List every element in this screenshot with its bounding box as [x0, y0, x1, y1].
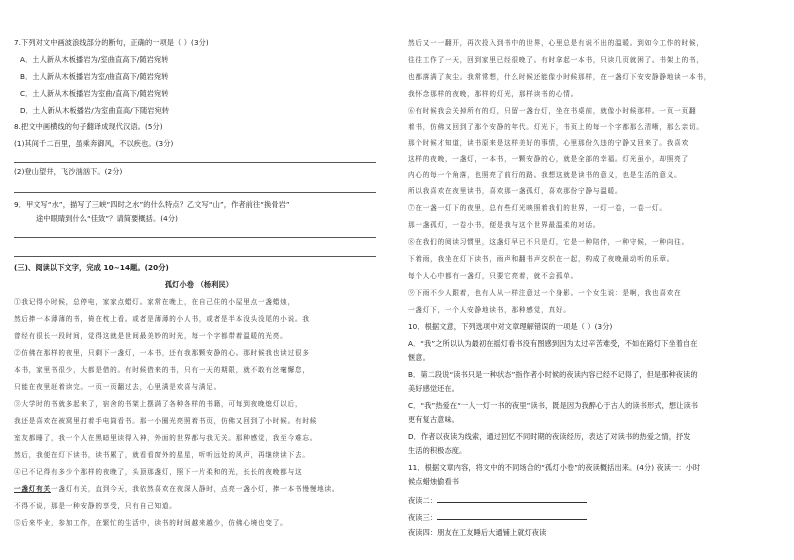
article-line: 往往工作了一天，回到家里已经很晚了。有时拿起一本书，只读几页就困了。书架上的书，	[408, 56, 704, 64]
q7-stem: 7.下列对文中画波浪线部分的断句，正确的一项是（ ）(3分)	[14, 38, 209, 47]
article-line: ⑤后来毕业，参加工作，在繁忙的生活中，读书的时间越来越少，仿佛心境也变了。	[14, 519, 288, 527]
article-line: 这样的夜晚，一盏灯，一本书，一颗安静的心，就是全部的幸福。灯光虽小，却照亮了	[408, 155, 689, 163]
q11-stem-cont: 候点蜡烛偷看书	[408, 477, 460, 486]
article-line: ④已不记得有多少个那样的夜晚了，头顶那盏灯，照下一片柔和的光，长长的夜晚都与这	[14, 468, 303, 476]
q10-option-a: A．“我”之所以认为最初在摇灯看书没有图感到因为太过辛苦难受，不如在路灯下坐着自在	[408, 339, 698, 348]
answer-line	[14, 162, 376, 163]
article-line: 不得不说，那是一种安静的享受，只有自己知道。	[14, 502, 177, 510]
article-line: 下着雨，我坐在灯下读书，雨声和翻书声交织在一起，构成了夜晚最动听的乐章。	[408, 255, 675, 263]
article-line: 着书，仿佛又回到了那个安静的年代。灯光下，书页上的每一个字都那么清晰，那么亲切。	[408, 123, 704, 131]
q11-stem: 11．根据文章内容，将文中的不同场合的“孤灯小卷”的夜读概括出来。(4分) 夜读一：小时	[408, 463, 701, 472]
article-line: 只能在夜里赶着读完。一页一页翻过去，心里满是欢喜与满足。	[14, 383, 222, 391]
article-line-underlined	[14, 484, 339, 494]
article-line: ⑦在一盏一灯下的夜里，总有些灯光映照着我们的世界，一灯一卷，一卷一灯。	[408, 204, 667, 212]
q10-stem: 10．根据文意，下列选项中对文章理解错误的一项是（ ）(3分)	[408, 322, 613, 331]
article-line-rest: 一盏灯有关，直到今天，我依然喜欢在夜深人静时，点亮一盏小灯，捧一本书慢慢地读。	[50, 485, 340, 493]
q9-line-1: 9．甲文写“水”，描写了三峡“四时之水”的什么特点？乙文写“山”，作者前往“换骨岩”	[14, 200, 290, 209]
article-line: 那一盏孤灯，一卷小书，便是我与这个世界最温柔的对话。	[408, 221, 601, 229]
blank-field[interactable]	[437, 511, 587, 520]
article-line: 然后捧一本薄薄的书，倚在枕上看。或者是薄薄的小人书，或者是半本没头没尾的小说。我	[14, 315, 310, 323]
article-line: ⑥有时候我会关掉所有的灯，只留一盏台灯，坐在书桌前，就像小时候那样。一页一页翻	[408, 107, 697, 115]
article-line: 我怀念那样的夜晚，那样的灯光，那样读书的心情。	[408, 90, 579, 98]
q8-item-1: (1)其间千二百里，虽乘奔御风，不以疾也。(3分)	[14, 139, 174, 148]
article-line: 然后又一一翻开，再次投入到书中的世界，心里总是有说不出的温暖。到如今工作的时候，	[408, 39, 704, 47]
underlined-phrase: 一盏灯有关	[14, 485, 51, 493]
q7-option-a: A．土人新从木板播岩为/室曲直高下/随岩宛转	[20, 55, 169, 64]
article-line: 我还是喜欢在被窝里打着手电筒看书。那一小圈光亮照着书页，仿佛又回到了小时候。有时候	[14, 417, 318, 425]
right-column	[408, 0, 784, 560]
q7-option-c: C．土人新从木板播岩为室曲/直高下/随岩宛转	[20, 89, 169, 98]
article-line: ①我记得小时候，总停电，家家点蜡灯。家常在晚上，在自己住的小屋里点一盏蜡烛，	[14, 298, 295, 306]
q7-option-d: D．土人新从木板播岩/为室曲直高/下随岩宛转	[20, 106, 170, 115]
fill-line-3	[408, 511, 587, 523]
q8-item-2: (2)登山望井，飞沙汹汹下。(2分)	[14, 167, 123, 176]
article-line: 然后，我便在灯下读书，读书累了，就看看窗外的星星，听听远处的风声，再继续读下去。	[14, 451, 310, 459]
article-line: 一盏灯下，一个人安静地读书，那种感觉，真好。	[408, 306, 571, 314]
answer-line	[14, 237, 376, 238]
q10-option-d-cont: 生活的积极态度。	[408, 446, 467, 455]
blank-field[interactable]	[437, 494, 587, 503]
article-line: ⑨下雨不少人跟着，也有人从一样注意过一个身影。一个女生说：是啊，我也喜欢在	[408, 289, 682, 297]
article-line: 也都落满了灰尘。我常常想，什么时候还能像小时候那样，在一盏灯下安安静静地读一本书，	[408, 73, 712, 81]
article-line: 每个人心中都有一盏灯，只要它亮着，就不会孤单。	[408, 272, 579, 280]
q10-option-a-cont: 惬意。	[408, 353, 430, 362]
article-line: 本书，家里书很少，大都是借的。有时候借来的书，只有一天的期限，就不敢有丝毫懈怠，	[14, 366, 310, 374]
fill-line-4: 夜读四：朋友在工友睡后大通铺上就灯夜读	[408, 528, 547, 537]
article-line: ③大学时的书就多起来了，宿舍的书架上摆满了各种各样的书籍，可每到夜晚熄灯以后，	[14, 400, 303, 408]
q10-option-c-cont: 更有复古意味。	[408, 415, 460, 424]
q10-option-c: C．“我”热爱在“一人一灯一书的夜里”读书，既是因为我醉心于古人的读书形式，想让读书	[408, 401, 699, 410]
article-line: 室友都睡了，我一个人在黑暗里读得入神，外面的世界都与我无关。那种感觉，我至今难忘。	[14, 434, 318, 442]
answer-line	[14, 256, 376, 257]
article-line: 内心的每一个角落，也照亮了前行的路。我想这就是读书的意义，也是生活的意义。	[408, 171, 682, 179]
q8-stem: 8.把文中画横线的句子翻译成现代汉语。(5分)	[14, 122, 163, 131]
section-header: (三)、阅读以下文字，完成 10~14题。(20分)	[14, 263, 169, 272]
article-line: ⑧在我们的阅读习惯里，这盏灯早已不只是灯，它是一种陪伴，一种守候，一种向往。	[408, 238, 689, 246]
q7-option-b: B．土人新从木板播岩为室/曲直高下/随岩宛转	[20, 72, 169, 81]
q10-option-d: D．作者以夜读为线索，通过回忆不同时期的夜读经历，表达了对读书的热爱之情，抒发	[408, 432, 691, 441]
article-line: 那个时候才知道，读书原来是这样美好的事情，心里那份久违的宁静又回来了。我喜欢	[408, 139, 689, 147]
left-column	[14, 0, 384, 560]
article-line: ②仿佛在那样的夜里，只剩下一盏灯，一本书，还有我那颗安静的心。那时候我也读过很多	[14, 349, 310, 357]
article-title: 孤灯小卷 （杨利民）	[164, 280, 234, 289]
answer-line	[14, 192, 376, 193]
article-line: 所以我喜欢在夜里读书，喜欢那一盏孤灯，喜欢那份宁静与温暖。	[408, 187, 623, 195]
fill-line-2	[408, 494, 587, 506]
q10-option-b-cont: 美好感觉还在。	[408, 384, 460, 393]
fill-label: 夜读三：	[408, 513, 438, 522]
fill-label: 夜读二：	[408, 496, 438, 505]
article-line: 曾经有很长一段时间，觉得这就是世间最美妙的时光，每一个字都带着温暖的光亮。	[14, 332, 288, 340]
q10-option-b: B．第二段说“读书只是一种状态”指作者小时候的夜读内容已经不记得了，但是那种夜读的	[408, 370, 698, 379]
q9-line-2: 途中眼睛到什么“佳致”？请简要概括。(4分)	[36, 214, 179, 223]
